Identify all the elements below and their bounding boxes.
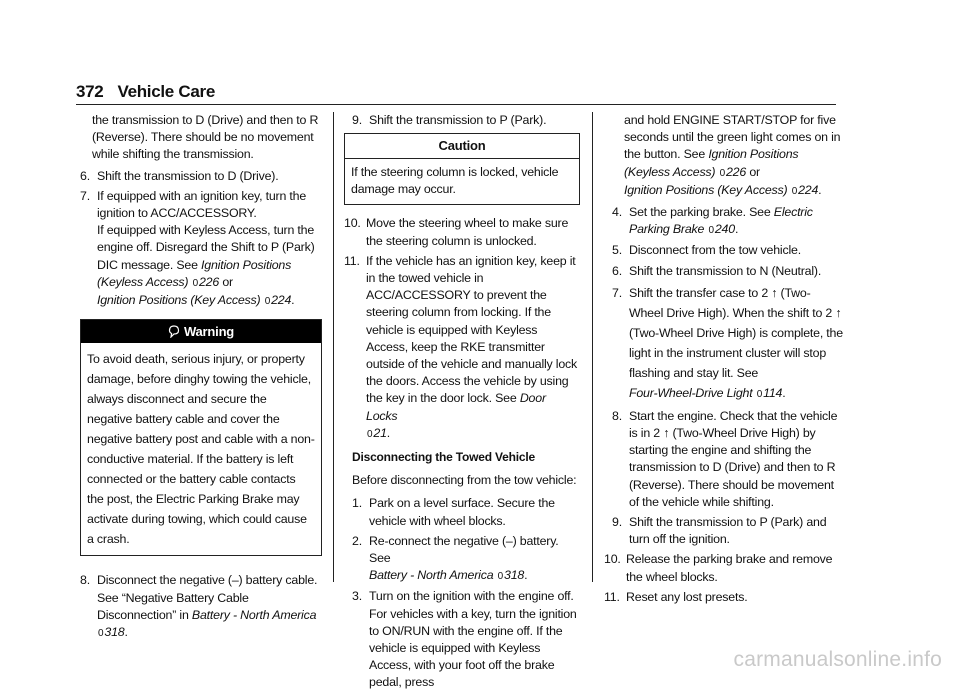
step-text: Shift the transmission to N (Neutral). xyxy=(629,263,822,278)
page-ref-icon: 0 xyxy=(791,185,798,197)
page-ref-icon: 0 xyxy=(98,628,104,640)
disconnect-step-11 xyxy=(604,589,844,606)
step-text: Disconnect from the tow vehicle. xyxy=(629,243,801,258)
page-header xyxy=(76,82,836,102)
step-number: 6. xyxy=(80,168,90,183)
xref-link[interactable]: Ignition Positions (Key Access) xyxy=(624,182,788,197)
caution-title: Caution xyxy=(345,134,579,159)
column-1 xyxy=(80,112,322,645)
xref-link[interactable]: Electric Parking Brake xyxy=(629,205,813,237)
xref-link[interactable]: Door Locks xyxy=(366,391,546,423)
step-text: If equipped with Keyless Access, turn the engine off. Disregard the Shift to P (Park) DIC message. See xyxy=(97,223,315,272)
disconnect-step-3 xyxy=(352,588,580,691)
page-ref[interactable]: 240 xyxy=(714,222,735,237)
disconnect-step-10 xyxy=(604,551,844,585)
column-divider xyxy=(592,112,593,582)
step-number: 11. xyxy=(604,589,620,604)
disconnect-step-2 xyxy=(352,533,580,586)
step-text: Shift the transfer case to 2 xyxy=(629,285,769,300)
page-ref-icon: 0 xyxy=(708,225,714,237)
step-text: Shift the transmission to P (Park) and turn off the ignition. xyxy=(629,515,827,547)
step-text: Move the steering wheel to make sure the steering column is unlocked. xyxy=(366,216,569,248)
step-text: Shift the transmission to P (Park). xyxy=(369,113,547,127)
warning-title: Warning xyxy=(183,324,235,340)
intro-text: Before disconnecting from the tow vehicle: xyxy=(352,473,577,488)
section-title: Vehicle Care xyxy=(117,82,215,101)
header-rule xyxy=(76,104,836,105)
warning-title-bar xyxy=(81,320,321,343)
page-ref[interactable]: 226 xyxy=(725,164,747,179)
column-divider xyxy=(333,112,334,582)
step-continuation xyxy=(604,112,844,200)
punctuation: . xyxy=(124,625,128,640)
page-ref-icon: 0 xyxy=(192,277,198,289)
step-number: 9. xyxy=(612,515,622,530)
step-text: and hold ENGINE START/STOP for five seconds until the green light comes on in the button. See xyxy=(624,113,841,162)
watermark: carmanualsonline.info xyxy=(733,648,942,671)
step-9 xyxy=(352,112,580,129)
step-number: 1. xyxy=(352,496,362,511)
step-6 xyxy=(80,168,322,185)
step-number: 7. xyxy=(80,188,90,203)
xref-link[interactable]: Battery - North America xyxy=(369,568,494,583)
page-number: 372 xyxy=(76,82,104,101)
step-number: 4. xyxy=(612,205,622,220)
punctuation: . xyxy=(386,425,391,440)
step-number: 10. xyxy=(604,552,621,567)
page-ref-icon: 0 xyxy=(497,571,504,583)
up-arrow-icon: ↑ xyxy=(835,305,842,320)
step-8 xyxy=(80,572,322,642)
xref-link[interactable]: Battery - North America xyxy=(191,607,317,622)
disconnect-step-7 xyxy=(612,283,844,405)
xref-link[interactable]: Four-Wheel-Drive Light xyxy=(629,385,753,400)
punctuation: . xyxy=(734,222,739,237)
disconnect-step-8 xyxy=(612,408,844,511)
step-number: 8. xyxy=(612,408,622,423)
disconnect-step-6 xyxy=(612,263,844,280)
punctuation: . xyxy=(524,568,528,583)
step-text: Set the parking brake. See xyxy=(629,205,771,220)
warning-box xyxy=(80,319,322,556)
page-ref[interactable]: 224 xyxy=(271,293,292,308)
step-number: 10. xyxy=(344,216,361,231)
step-11 xyxy=(344,253,580,443)
punctuation: . xyxy=(818,182,822,197)
page-ref-icon: 0 xyxy=(756,388,763,400)
caution-body: If the steering column is locked, vehicle damage may occur. xyxy=(351,165,559,197)
warning-icon xyxy=(168,325,180,338)
disconnect-step-4 xyxy=(612,204,844,239)
page-ref[interactable]: 226 xyxy=(198,274,220,289)
column-3 xyxy=(604,112,844,609)
page-ref[interactable]: 318 xyxy=(104,625,125,640)
step-number: 3. xyxy=(352,589,362,604)
page-ref-icon: 0 xyxy=(264,296,271,308)
step-continuation: the transmission to D (Drive) and then to R (Reverse). There should be no movement while shifting the transmission. xyxy=(92,113,319,162)
disconnect-step-1 xyxy=(352,495,580,529)
xref-link[interactable]: Ignition Positions (Keyless Access) xyxy=(624,147,799,179)
page-ref[interactable]: 224 xyxy=(798,182,819,197)
step-number: 5. xyxy=(612,243,622,258)
disconnect-step-9 xyxy=(612,514,844,548)
step-text: Reset any lost presets. xyxy=(626,589,748,604)
step-7 xyxy=(80,188,322,310)
conjunction: or xyxy=(749,164,760,179)
step-text: (Two-Wheel Drive High) is complete, the light in the instrument cluster will stop flashing and stay lit. See xyxy=(629,325,843,380)
step-text: If the vehicle has an ignition key, keep it in the towed vehicle in ACC/ACCESSORY to prevent the steering column from locking. If the vehicle is equipped with Keyless Access, keep the RKE transmitter outside of the vehicle and manually lock the doors. Access the vehicle by using the key in the door lock. See xyxy=(366,253,578,406)
xref-link[interactable]: Ignition Positions (Key Access) xyxy=(97,293,261,308)
step-text: Re-connect the negative (–) battery. See xyxy=(369,533,559,566)
step-text: Park on a level surface. Secure the vehicle with wheel blocks. xyxy=(369,496,555,528)
page-ref-icon: 0 xyxy=(367,428,373,440)
step-text: Turn on the ignition with the engine off. For vehicles with a key, turn the ignition to ON/RUN with the engine off. If the vehicle is equipped with Keyless Access, with your foot off the brake pedal, press xyxy=(369,589,577,690)
disconnect-step-5 xyxy=(612,242,844,259)
warning-body: To avoid death, serious injury, or property damage, before dinghy towing the vehicle, always disconnect and secure the negative battery cable and cover the negative battery post and cable with a non-conductive material. If the battery is left connected or the battery cable contacts the post, the Electric Parking Brake may activate during towing, which could cause a crash. xyxy=(87,352,315,547)
step-number: 7. xyxy=(612,285,622,300)
punctuation: . xyxy=(291,293,295,308)
step-number: 8. xyxy=(80,573,90,588)
step-text: Disconnect the negative (–) battery cable. See “Negative Battery Cable Disconnection” in xyxy=(97,573,318,622)
column-2 xyxy=(344,112,580,695)
step-text: (Two-Wheel Drive High) by starting the engine and shifting the transmission to D (Drive) and then to R (Reverse). There should be movement of the vehicle while shifting. xyxy=(629,426,836,509)
step-number: 6. xyxy=(612,263,622,278)
section-heading: Disconnecting the Towed Vehicle xyxy=(352,450,535,465)
step-text: Shift the transmission to D (Drive). xyxy=(97,168,279,183)
step-10 xyxy=(344,215,580,249)
up-arrow-icon: ↑ xyxy=(771,285,778,300)
step-number: 2. xyxy=(352,533,362,548)
punctuation: . xyxy=(782,385,786,400)
page-ref-icon: 0 xyxy=(719,167,725,179)
page-ref[interactable]: 21 xyxy=(373,425,387,440)
step-number: 11. xyxy=(344,253,360,268)
page-ref[interactable]: 114 xyxy=(763,385,783,400)
step-text: Start the engine. Check that the vehicle is in 2 xyxy=(629,408,838,441)
page-ref[interactable]: 318 xyxy=(504,568,525,583)
step-number: 9. xyxy=(352,113,362,127)
step-text: If equipped with an ignition key, turn the ignition to ACC/ACCESSORY. xyxy=(97,188,307,221)
step-text: Release the parking brake and remove the wheel blocks. xyxy=(626,552,833,584)
caution-box xyxy=(344,133,580,205)
xref-link[interactable]: Ignition Positions (Keyless Access) xyxy=(97,257,292,289)
conjunction: or xyxy=(222,274,233,289)
up-arrow-icon: ↑ xyxy=(663,426,670,441)
step-text: (Two-Wheel Drive High). When the shift to 2 xyxy=(629,285,833,320)
